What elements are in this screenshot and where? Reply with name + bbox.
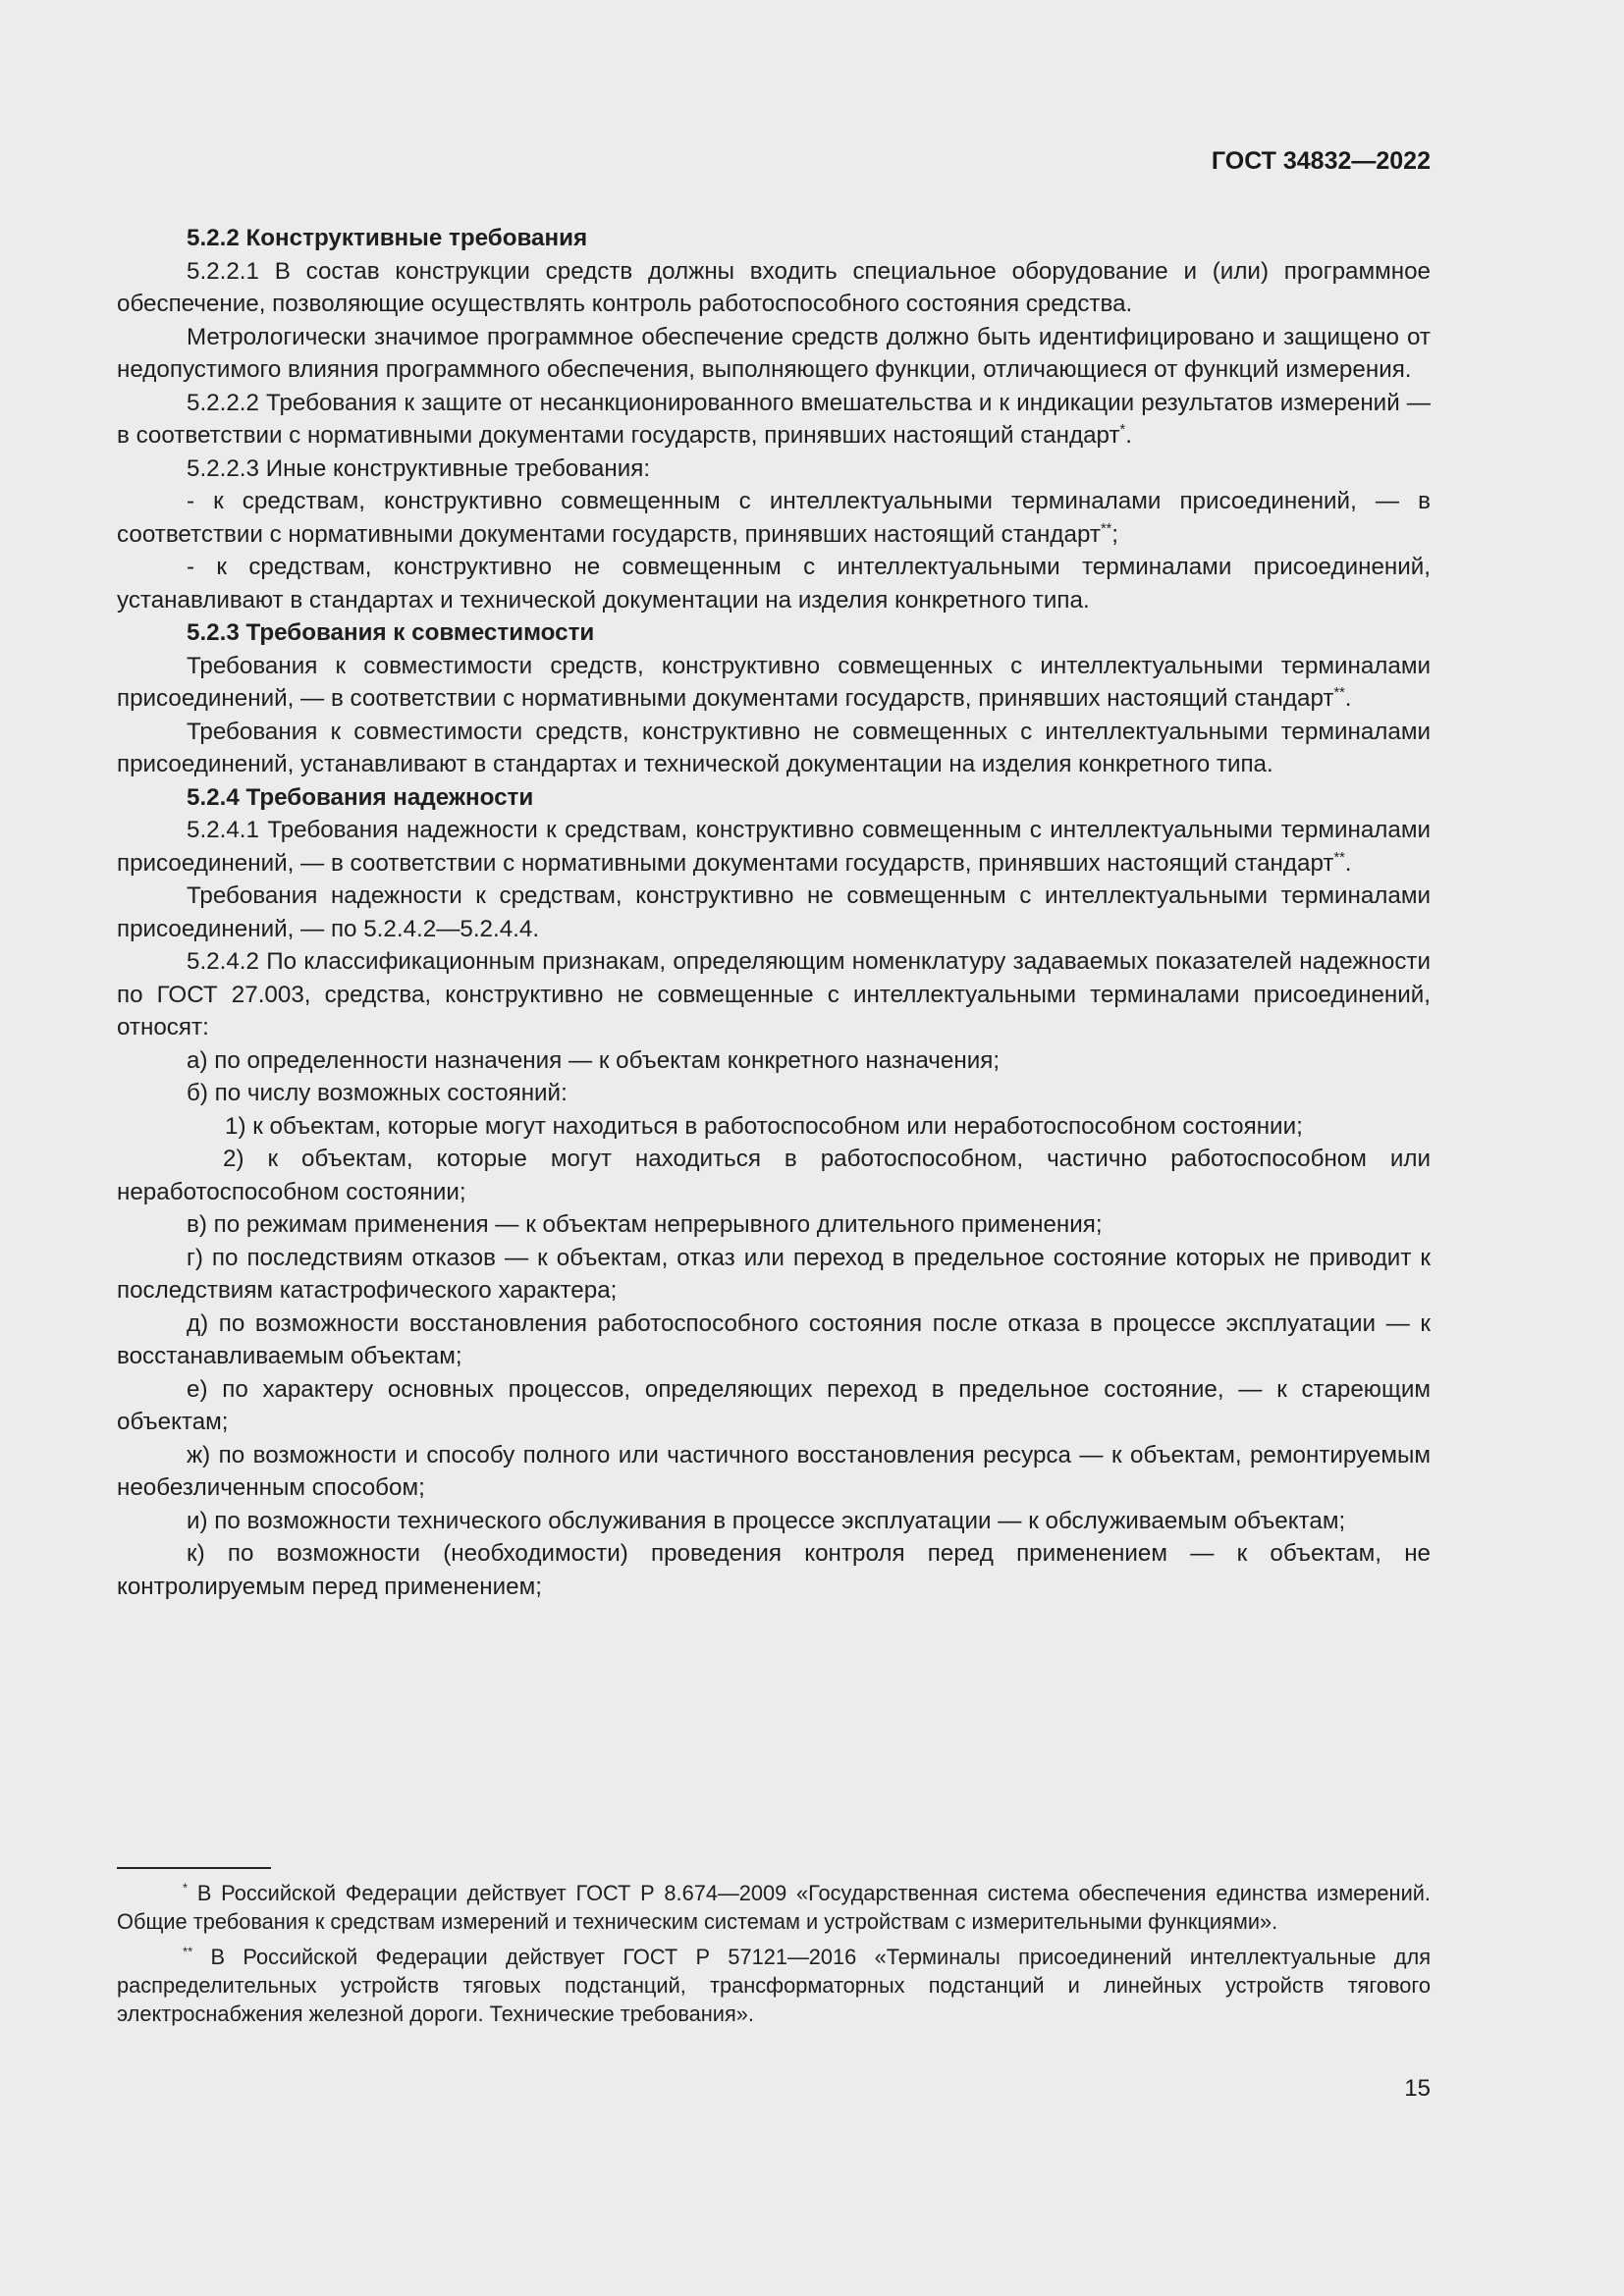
page-number: 15 [1404,2075,1431,2102]
footnote [117,1943,1431,2029]
paragraph-tail: . [1344,849,1352,877]
paragraph-text: Метрологически значимое программное обеспечение средств должно быть идентифицировано и защищено от недопустимого влияния программного обеспечения, выполняющего функции, отличающиеся от функций измерения. [117,323,1431,383]
paragraph-text: 5.2.2.3 Иные конструктивные требования: [187,454,651,482]
paragraph-text: - к средствам, конструктивно не совмещенным с интеллектуальными терминалами присоединений, устанавливают в стандартах и технической документации на изделия конкретного типа. [117,554,1431,614]
paragraph [117,945,1431,1044]
footnote-marker: ** [1100,520,1112,537]
footnote-marker: ** [1333,684,1345,701]
paragraph-text: а) по определенности назначения — к объектам конкретного назначения; [187,1046,1001,1074]
paragraph-text: 1) к объектам, которые могут находиться в работоспособном или неработоспособном состоянии; [225,1112,1303,1140]
footnote-text: В Российской Федерации действует ГОСТ Р 57121—2016 «Терминалы присоединений интеллектуальные для распределительных устройств тяговых подстанций, трансформаторных подстанций и линейных устройств тягового электроснабжения железной дороги. Технические требования». [117,1944,1431,2027]
paragraph-text: 5.2.3 Требования к совместимости [187,619,595,646]
list-subitem [117,1143,1431,1208]
paragraph-text: ж) по возможности и способу полного или частичного восстановления ресурса — к объектам, ремонтируемым необезличенным способом; [117,1441,1431,1501]
paragraph [117,1373,1431,1439]
paragraph [117,1505,1431,1538]
footnote-marker: * [183,1880,189,1896]
paragraph-text: б) по числу возможных состояний: [187,1080,568,1106]
section-heading [117,616,1431,650]
paragraph [117,551,1431,616]
paragraph-tail: . [1344,685,1352,712]
paragraph [117,387,1431,453]
paragraph-text: Требования к совместимости средств, конструктивно совмещенных с интеллектуальными терминалами присоединений, — в соответствии с нормативными документами государств, принявших настоящий стандарт [117,652,1431,712]
paragraph [117,1077,1431,1110]
paragraph-text: 5.2.4 Требования надежности [187,783,534,811]
paragraph-text: 5.2.4.1 Требования надежности к средствам, конструктивно совмещенным с интеллектуальными терминалами присоединений, — в соответствии с нормативными документами государств, принявших настоящий стандарт [117,817,1431,877]
paragraph [117,1044,1431,1078]
paragraph-text: 2) к объектам, которые могут находиться в работоспособном, частично работоспособном или неработоспособном состоянии; [117,1146,1431,1205]
paragraph-text: г) по последствиям отказов — к объектам, отказ или переход в предельное состояние которых не приводит к последствиям катастрофического характера; [117,1244,1431,1304]
paragraph [117,255,1431,321]
paragraph-text: 5.2.2 Конструктивные требования [187,225,588,251]
paragraph [117,1242,1431,1308]
paragraph [117,880,1431,945]
footnote-separator [117,1867,271,1869]
list-subitem [117,1110,1431,1144]
footnote [117,1879,1431,1937]
paragraph-text: е) по характеру основных процессов, определяющих переход в предельное состояние, — к стареющим объектам; [117,1375,1431,1435]
paragraph [117,1537,1431,1603]
paragraph-text: 5.2.2.1 В состав конструкции средств должны входить специальное оборудование и (или) программное обеспечение, позволяющие осуществлять контроль работоспособного состояния средства. [117,257,1431,317]
footnote-marker: * [1119,421,1126,438]
paragraph-text: - к средствам, конструктивно совмещенным с интеллектуальными терминалами присоединений, — в соответствии с нормативными документами государств, принявших настоящий стандарт [117,488,1431,548]
paragraph [117,716,1431,781]
paragraph [117,1208,1431,1242]
paragraph-text: к) по возможности (необходимости) проведения контроля перед применением — к объектам, не контролируемым перед применением; [117,1540,1431,1600]
paragraph-tail: . [1125,422,1132,449]
footnotes [117,1879,1431,2034]
paragraph [117,814,1431,880]
paragraph-text: и) по возможности технического обслуживания в процессе эксплуатации — к обслуживаемым объектам; [187,1507,1346,1534]
paragraph [117,650,1431,716]
paragraph-tail: ; [1111,520,1118,548]
footnote-marker: ** [1333,849,1345,866]
paragraph-text: 5.2.2.2 Требования к защите от несанкционированного вмешательства и к индикации результатов измерений — в соответствии с нормативными документами государств, принявших настоящий стандарт [117,389,1431,449]
document-header: ГОСТ 34832—2022 [1211,147,1431,175]
paragraph [117,321,1431,387]
paragraph-text: Требования надежности к средствам, конструктивно не совмещенным с интеллектуальными терминалами присоединений, — по 5.2.4.2—5.2.4.4. [117,882,1431,942]
paragraph-text: 5.2.4.2 По классификационным признакам, определяющим номенклатуру задаваемых показателей надежности по ГОСТ 27.003, средства, конструктивно не совмещенные с интеллектуальными терминалами присоединений, относят: [117,948,1431,1041]
footnote-marker: ** [183,1944,193,1959]
section-heading [117,781,1431,815]
paragraph-text: в) по режимам применения — к объектам непрерывного длительного применения; [187,1211,1103,1238]
paragraph [117,453,1431,486]
paragraph-text: д) по возможности восстановления работоспособного состояния после отказа в процессе эксплуатации — к восстанавливаемым объектам; [117,1309,1431,1369]
footnote-text: В Российской Федерации действует ГОСТ Р 8.674—2009 «Государственная система обеспечения единства измерений. Общие требования к средствам измерений и техническим системам и устройствам с измерительными функциями». [117,1881,1431,1935]
paragraph [117,1308,1431,1373]
main-content [117,222,1431,1603]
section-heading [117,222,1431,255]
paragraph-text: Требования к совместимости средств, конструктивно не совмещенных с интеллектуальными терминалами присоединений, устанавливают в стандартах и технической документации на изделия конкретного типа. [117,718,1431,777]
paragraph [117,1439,1431,1505]
paragraph [117,485,1431,551]
